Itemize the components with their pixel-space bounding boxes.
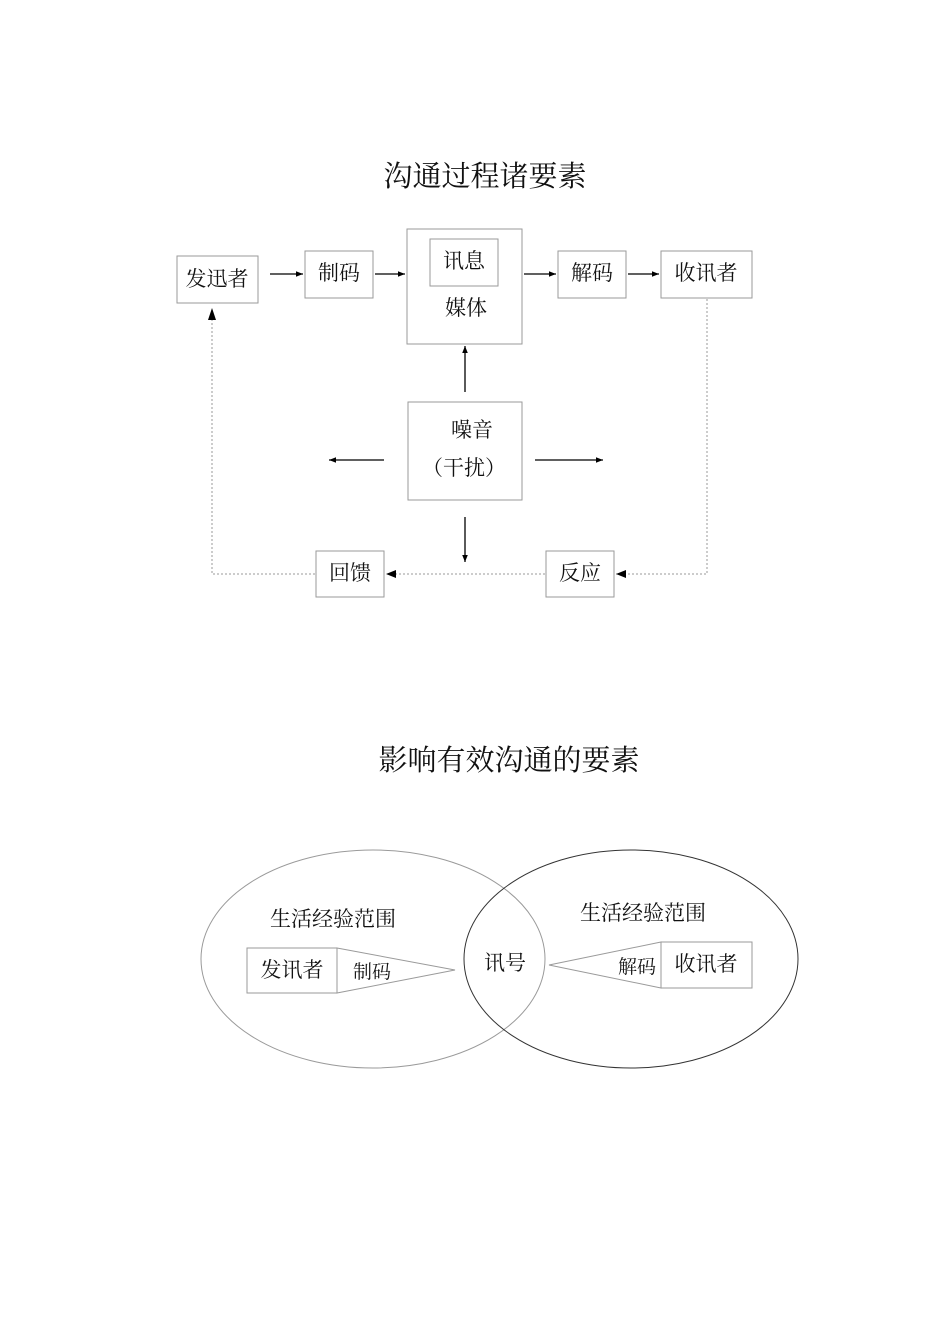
arrow-into-response (616, 570, 626, 578)
loop-receiver-response (616, 299, 707, 574)
medium-node (407, 229, 522, 344)
diagram1-title: 沟通过程诸要素 (383, 159, 587, 193)
feedback-node (316, 551, 384, 597)
noise-sub-label: （干扰） (422, 456, 506, 480)
feedback-label: 回馈 (329, 561, 371, 585)
receiver-label-2: 收讯者 (674, 952, 738, 976)
encode-label-2: 制码 (352, 961, 392, 983)
encode-label: 制码 (318, 261, 360, 285)
response-label: 反应 (559, 561, 601, 585)
sender-label-2: 发讯者 (260, 958, 324, 982)
sender-node (177, 256, 258, 303)
arrow-into-feedback (386, 570, 396, 578)
decode-node (558, 251, 626, 298)
diagram2-title: 影响有效沟通的要素 (378, 743, 640, 777)
signal-label: 讯号 (484, 951, 526, 975)
arrow-into-sender (208, 308, 216, 320)
loop-feedback-sender (212, 310, 315, 574)
noise-label: 噪音 (451, 418, 493, 442)
right-field-label: 生活经验范围 (580, 901, 706, 925)
medium-label: 媒体 (445, 296, 487, 320)
receiver-label: 收讯者 (674, 261, 738, 285)
noise-node (408, 402, 522, 500)
encode-node (305, 251, 373, 298)
sender-label: 发迅者 (185, 267, 249, 291)
receiver-node (661, 251, 752, 298)
decode-label: 解码 (571, 261, 613, 285)
decode-label-2: 解码 (617, 956, 657, 978)
message-label: 讯息 (443, 249, 485, 273)
response-node (546, 551, 614, 597)
left-field-label: 生活经验范围 (270, 907, 396, 931)
